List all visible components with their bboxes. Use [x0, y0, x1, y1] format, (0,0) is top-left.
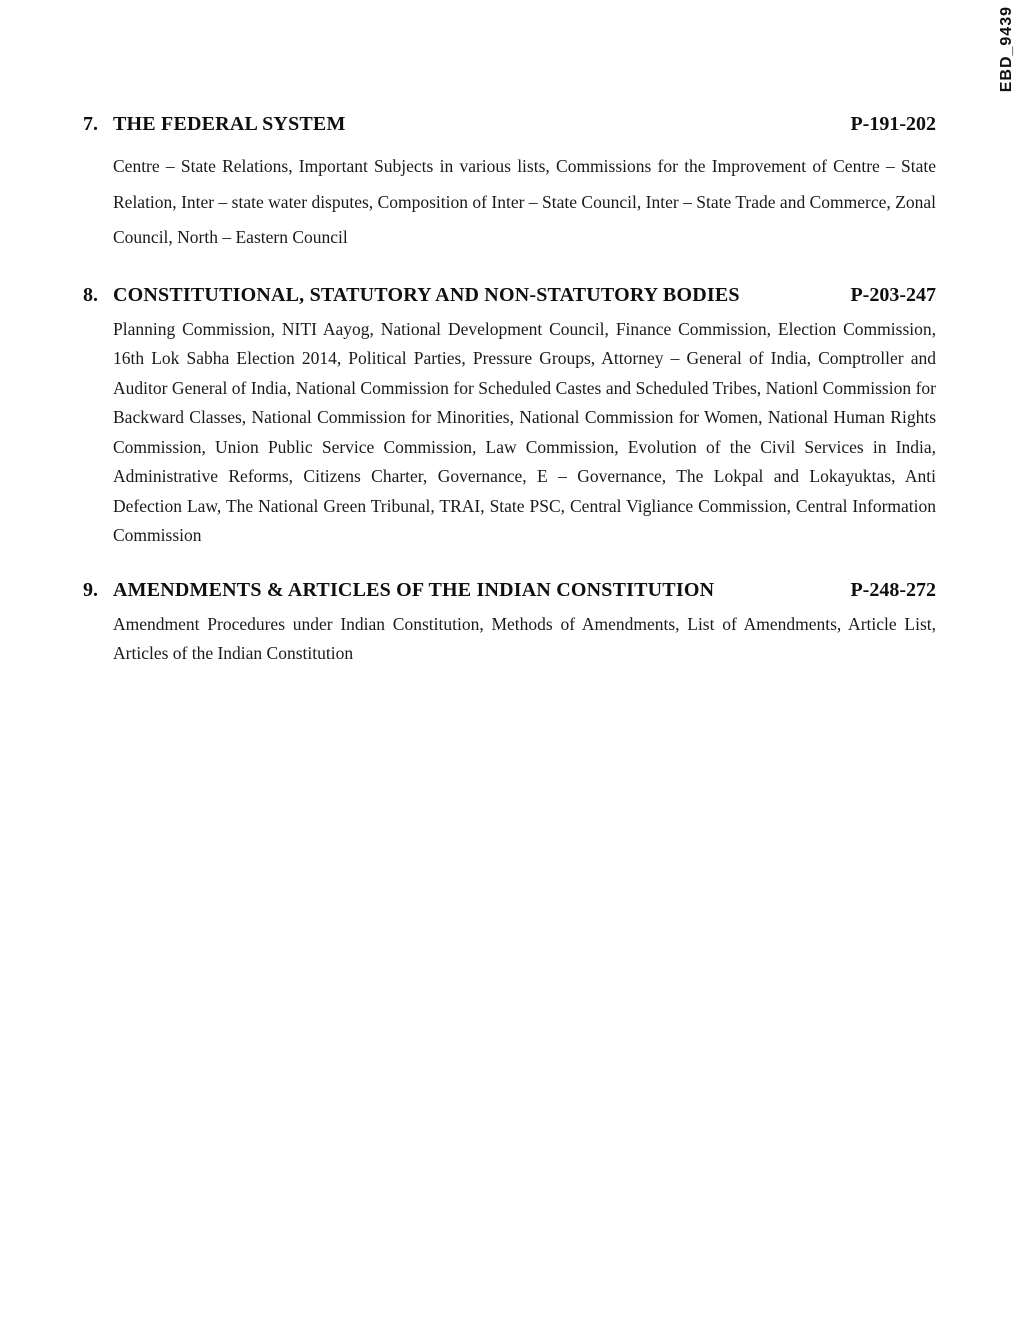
- chapter-number: 8.: [83, 283, 98, 306]
- chapter-page-range: P-248-272: [850, 578, 936, 601]
- toc-entry-federal-system: [83, 112, 936, 256]
- chapter-page-range: P-203-247: [850, 283, 936, 306]
- toc-entry-heading: [83, 112, 936, 136]
- chapter-number: 9.: [83, 578, 98, 601]
- chapter-topics: Planning Commission, NITI Aayog, National Development Council, Finance Commission, Election Commission, 16th Lok Sabha Election 2014, Political Parties, Pressure Groups, Attorney – General of India, Comptroller and Auditor General of India, National Commission for Scheduled Castes and Scheduled Tribes, Nationl Commission for Backward Classes, National Commission for Minorities, National Commission for Women, National Human Rights Commission, Union Public Service Commission, Law Commission, Evolution of the Civil Services in India, Administrative Reforms, Citizens Charter, Governance, E – Governance, The Lokpal and Lokayuktas, Anti Defection Law, The National Green Tribunal, TRAI, State PSC, Central Vigliance Commission, Central Information Commission: [113, 318, 936, 545]
- chapter-topics: Amendment Procedures under Indian Constitution, Methods of Amendments, List of Amendments, Article List, Articles of the Indian Constitution: [113, 613, 936, 663]
- toc-entry-amendments-articles: [83, 578, 936, 669]
- edition-code-watermark: EBD_9439: [998, 6, 1015, 93]
- table-of-contents: [83, 112, 936, 696]
- chapter-page-range: P-191-202: [850, 113, 936, 135]
- chapter-title: CONSTITUTIONAL, STATUTORY AND NON-STATUTORY BODIES: [113, 283, 740, 306]
- chapter-title: AMENDMENTS & ARTICLES OF THE INDIAN CONSTITUTION: [113, 578, 715, 601]
- chapter-topics: Centre – State Relations, Important Subjects in various lists, Commissions for the Improvement of Centre – State Relation, Inter – state water disputes, Composition of Inter – State Council, Inter – State Trade and Commerce, Zonal Council, North – Eastern Council: [113, 156, 936, 247]
- chapter-number: 7.: [83, 113, 98, 135]
- toc-entry-heading: [83, 578, 936, 602]
- toc-entry-constitutional-bodies: [83, 283, 936, 551]
- toc-entry-heading: [83, 283, 936, 307]
- chapter-title: THE FEDERAL SYSTEM: [113, 113, 346, 135]
